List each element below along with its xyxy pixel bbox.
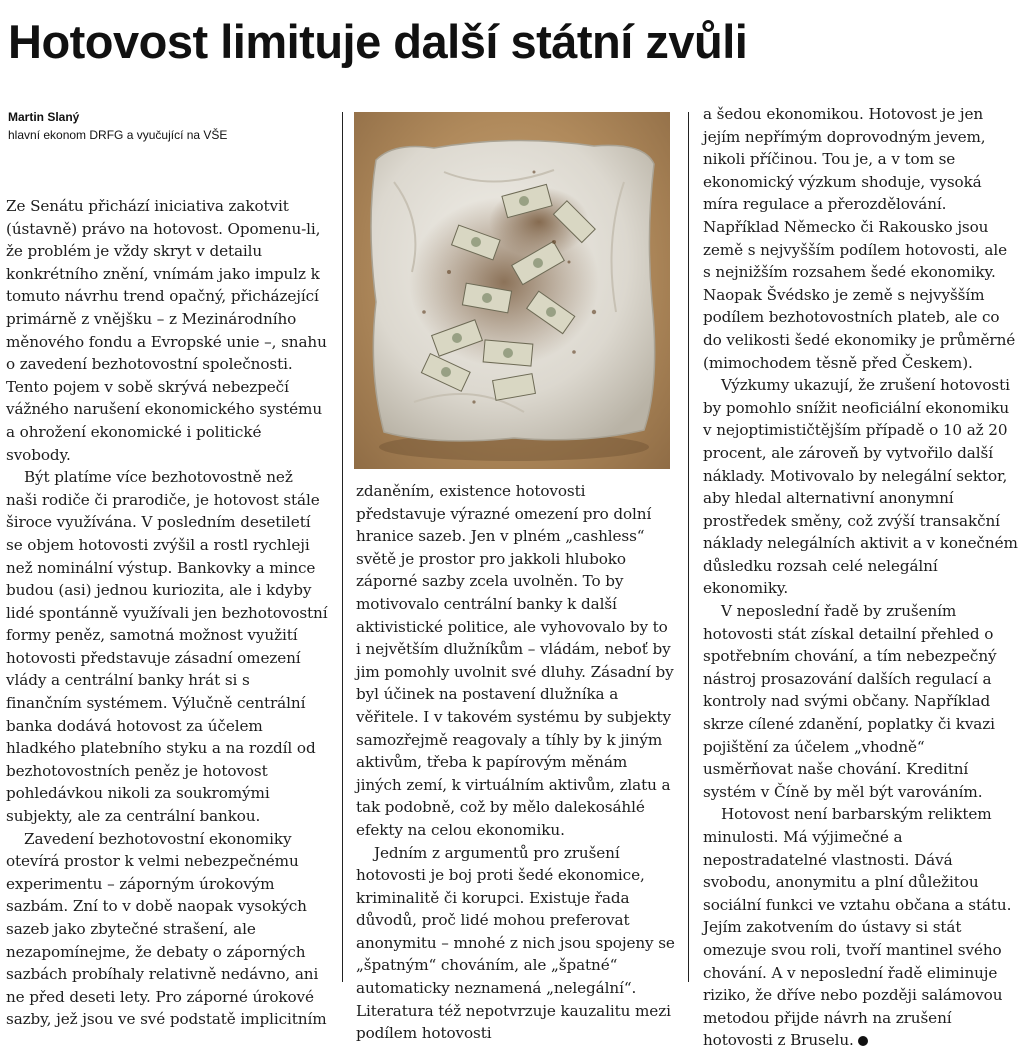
article-column-3: [703, 103, 1018, 1052]
paragraph: Zavedení bezhotovostní ekonomiky otevírá prostor k velmi nebezpečnému experimentu – záporným úrokovým sazbám. Zní to v době naopak vysokých sazeb jako zbytečné strašení, ale nezapomínejme, že debaty o záporných sazbách probíhaly relativně nedávno, ani ne před deseti lety. Pro záporné úrokové sazby, jež jsou ve své podstatě implicitním: [6, 829, 327, 1029]
article-title: Hotovost limituje další státní zvůli: [8, 15, 748, 68]
article-column-2: [356, 480, 676, 1045]
paragraph: zdaněním, existence hotovosti představuje výrazné omezení pro dolní hranice sazeb. Jen v plném „cashless“ světě je prostor pro jakkoli hluboko záporné sazby zcela uvolněn. To by motivovalo centrální banky k další aktivistické politice, ale vyhovovalo by to i největším dlužníkům – vládám, neboť by jim pomohly uvolnit své dluhy. Zásadní by byl účinek na postavení dlužníka a věřitele. I v takovém systému by subjekty samozřejmě reagovaly a tíhly by k jiným aktivům, třeba k papírovým měnám jiných zemí, k virtuálním aktivům, zlatu a tak podobně, což by mělo dalekosáhlé efekty na celou ekonomiku.: [356, 482, 674, 839]
paragraph-text: Hotovost není barbarským reliktem minulosti. Má výjimečné a nepostradatelné vlastnosti. Dává svobodu, anonymitu a plní důležitou sociální funkci ve vztahu občana a státu. Jejím zakotvením do ústavy si stát omezuje svou roli, tvoří mantinel svého chování. A v neposlední řadě eliminuje riziko, že dříve nebo později salámovou metodou přijde návrh na zrušení hotovosti z Bruselu.: [703, 805, 1012, 1050]
paragraph: Ze Senátu přichází iniciativa zakotvit (ústavně) právo na hotovost. Opomenu-li, že problém je vždy skryt v detailu konkrétního znění, vnímám jako impulz k tomuto návrhu trend opačný, přicházející primárně z vnějšku – z Mezinárodního měnového fondu a Evropské unie –, snahu o zavedení bezhotovostní společnosti. Tento pojem v sobě skrývá nebezpečí vážného narušení ekonomického systému a ohrožení ekonomické i politické svobody.: [6, 197, 327, 464]
author-role: hlavní ekonom DRFG a vyučující na VŠE: [8, 128, 228, 142]
paragraph: Jedním z argumentů pro zrušení hotovosti je boj proti šedé ekonomice, kriminalitě či korupci. Existuje řada důvodů, proč lidé mohou preferovat anonymitu – mnohé z nich jsou spojeny se „špatným“ chováním, ale „špatné“ automaticky neznamená „nelegální“. Literatura též nepotvrzuje kauzalitu mezi podílem hotovosti: [356, 843, 675, 1043]
paragraph: [703, 803, 1018, 1052]
pillow-with-banknotes-icon: [354, 112, 670, 469]
column-divider: [688, 112, 689, 982]
paragraph: Výzkumy ukazují, že zrušení hotovosti by pomohlo snížit neoficiální ekonomiku v nejoptimističtějším případě o 10 až 20 procent, ale zároveň by vytvořilo další náklady. Motivovalo by nelegální sektor, aby hledal alternativní anonymní prostředek směny, což zvýší transakční náklady nelegálních aktivit a v konečném důsledku rozsah celé nelegální ekonomiky.: [703, 376, 1018, 598]
article-column-1: [6, 195, 328, 1031]
column-divider: [342, 112, 343, 982]
paragraph: a šedou ekonomikou. Hotovost je jen jejím nepřímým doprovodným jevem, nikoli příčinou. Tou je, a v tom se ekonomický výzkum shoduje, vysoká míra regulace a přerozdělování. Například Německo či Rakousko jsou země s nejvyšším podílem hotovosti, ale s nejnižším rozsahem šedé ekonomiky. Naopak Švédsko je země s nejvyšším podílem bezhotovostních plateb, ale co do velikosti šedé ekonomiky je průměrné (mimochodem těsně před Českem).: [703, 105, 1016, 372]
paragraph: V neposlední řadě by zrušením hotovosti stát získal detailní přehled o spotřebním chování, a tím nebezpečný nástroj prosazování dalších regulací a kontroly nad svými občany. Například skrze cílené zdanění, poplatky či kvazi pojištění za účelem „vhodně“ usměrňovat naše chování. Kreditní systém v Číně by měl být varováním.: [703, 602, 997, 801]
article-photo: [354, 112, 670, 469]
author-name: Martin Slaný: [8, 110, 80, 124]
paragraph: Být platíme více bezhotovostně než naši rodiče či prarodiče, je hotovost stále široce využívána. V posledním desetiletí se objem hotovosti zvýšil a rostl rychleji než nominální výstup. Bankovky a mince budou (asi) jednou kuriozita, ale i kdyby lidé spontánně využívali jen bezhotovostní formy peněz, samotná možnost využití hotovosti představuje zásadní omezení vlády a centrální banky hrát si s finančním systémem. Výlučně centrální banka dodává hotovost za účelem hladkého platebního styku a na rozdíl od bezhotovostních peněz je hotovost pohledávkou nikoli za soukromými subjekty, ale za centrální bankou.: [6, 468, 328, 826]
article-end-mark: [858, 1036, 868, 1046]
